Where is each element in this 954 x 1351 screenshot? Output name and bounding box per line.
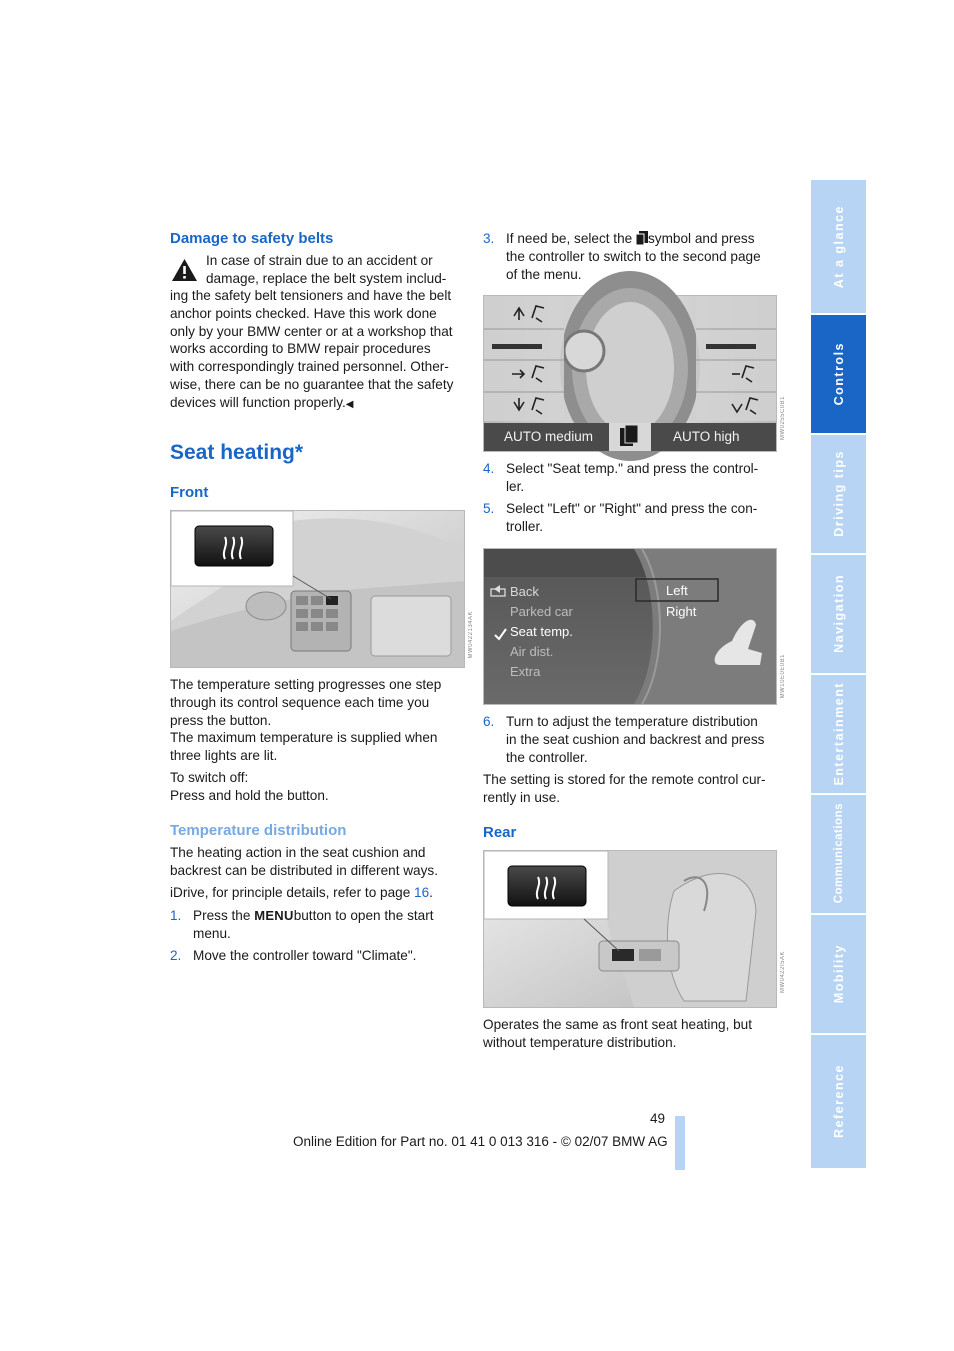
tab-communications[interactable] [811, 794, 866, 913]
tab-label: Communications [832, 803, 845, 904]
warning-icon [170, 257, 199, 283]
damage-body [170, 287, 470, 414]
idrive-end: . [429, 885, 433, 900]
damage-line: ing the safety belt tensioners and have the belt [170, 288, 452, 303]
step5-line: Select "Left" or "Right" and press the con- [506, 501, 758, 516]
step-number: 4. [483, 461, 495, 476]
distribution-screen-figure [483, 295, 786, 452]
step3-line: the controller to switch to the second page [506, 248, 761, 264]
damage-line: anchor points checked. Have this work done [170, 305, 437, 321]
damage-line: with correspondingly trained personnel. Other- [170, 359, 449, 375]
damage-line-last [170, 394, 470, 414]
step-6 [483, 713, 783, 767]
step4-line: Select "Seat temp." and press the control- [506, 461, 759, 476]
menu-item-back: Back [510, 584, 539, 599]
tab-entertainment[interactable] [811, 674, 866, 793]
auto-high-label: AUTO high [673, 429, 740, 444]
step-text: Move the controller toward "Climate". [193, 948, 417, 963]
rear-line: without temperature distribution. [483, 1034, 677, 1050]
stored-line: The setting is stored for the remote control cur- [483, 772, 766, 787]
tab-label: Reference [831, 1064, 846, 1138]
switch-off-line: To switch off: [170, 770, 249, 785]
step3-text-a: If need be, select the [506, 231, 636, 246]
figure-code: MW0422134AK [468, 611, 474, 659]
rear-door-illustration [484, 851, 776, 1007]
tab-label: Controls [831, 341, 846, 406]
page-number: 49 [650, 1111, 666, 1126]
stored-line: rently in use. [483, 789, 561, 805]
front-seat-heating-figure [170, 510, 474, 668]
idrive-reference [170, 884, 433, 902]
tab-divider [811, 673, 866, 675]
tab-label: At a glance [831, 204, 846, 289]
menu-item-seat-temp: Seat temp. [510, 624, 573, 639]
front-heading: Front [170, 484, 209, 501]
rear-line: Operates the same as front seat heating, but [483, 1017, 753, 1032]
tab-divider [811, 553, 866, 555]
step-number: 5. [483, 501, 495, 516]
switch-off-paragraph [170, 769, 470, 805]
tab-divider [811, 1033, 866, 1035]
menu-option-right: Right [666, 604, 697, 619]
page-symbol-icon [636, 231, 648, 245]
idrive-text: iDrive, for principle details, refer to page [170, 885, 415, 900]
step-text [506, 713, 764, 766]
menu-option-left: Left [666, 583, 688, 598]
step1-text-c: menu. [193, 925, 231, 941]
temp-line: The temperature setting progresses one step [170, 677, 442, 692]
temp-line: three lights are lit. [170, 748, 278, 764]
page-link[interactable]: 16 [414, 885, 430, 900]
temp-dist-paragraph [170, 844, 470, 880]
tab-label: Mobility [831, 943, 846, 1004]
figure-code: MW10E0E0B1 [780, 654, 786, 699]
temperature-paragraph [170, 676, 470, 765]
tab-divider [811, 913, 866, 915]
temp-dist-heading: Temperature distribution [170, 822, 347, 839]
step3-text-b: symbol and press [647, 231, 755, 246]
auto-medium-label: AUTO medium [504, 429, 594, 444]
tab-divider [811, 433, 866, 435]
section-title: Seat heating* [170, 441, 304, 464]
step1-text-b: button to open the start [293, 908, 434, 923]
rear-paragraph [483, 1016, 783, 1052]
step6-line: in the seat cushion and backrest and press [506, 731, 765, 747]
switch-off-line: Press and hold the button. [170, 787, 329, 803]
step-2 [170, 947, 470, 965]
damage-line: wise, there can be no guarantee that the safety [170, 376, 454, 392]
temp-line: press the button. [170, 712, 272, 728]
rear-seat-heating-figure [483, 850, 786, 1008]
temp-dist-line: backrest can be distributed in different ways. [170, 862, 438, 878]
step1-text-a: Press the [193, 908, 255, 923]
damage-line: works according to BMW repair procedures [170, 341, 431, 357]
distribution-screen [484, 296, 776, 451]
step-number: 1. [170, 908, 182, 923]
tab-label: Driving tips [831, 450, 846, 537]
tab-driving-tips[interactable] [811, 434, 866, 553]
footer-bar [675, 1116, 685, 1170]
tab-at-a-glance[interactable] [811, 180, 866, 313]
rear-heading: Rear [483, 824, 517, 841]
tab-reference[interactable] [811, 1034, 866, 1168]
end-mark-icon: ◀ [345, 398, 354, 410]
seat-temp-menu-figure [483, 548, 786, 705]
menu-item-extra: Extra [510, 664, 541, 679]
menu-button-label: MENU [254, 908, 294, 923]
edition-text: Online Edition for Part no. 01 41 0 013 316 - © 02/07 BMW AG [293, 1134, 668, 1149]
tab-label: Navigation [831, 574, 846, 653]
step-1 [170, 907, 470, 943]
step-4 [483, 460, 783, 496]
menu-item-parked-car: Parked car [510, 604, 573, 619]
damage-line-1: In case of strain due to an accident or [206, 253, 433, 268]
step-text [193, 907, 434, 943]
tab-controls[interactable] [811, 314, 866, 433]
tab-divider [811, 793, 866, 795]
damage-line: only by your BMW center or at a workshop that [170, 323, 453, 339]
figure-code: MW0255C0B1 [780, 396, 786, 441]
temp-line: through its control sequence each time you [170, 694, 430, 710]
step-number: 3. [483, 231, 495, 246]
step-text [506, 500, 757, 536]
step-number: 2. [170, 948, 182, 963]
step6-line: Turn to adjust the temperature distribution [506, 714, 758, 729]
step5-line: troller. [506, 518, 544, 534]
tab-mobility[interactable] [811, 914, 866, 1033]
step4-line: ler. [506, 478, 525, 494]
damage-line-2: damage, replace the belt system includ- [206, 271, 447, 286]
temp-dist-line: The heating action in the seat cushion and [170, 845, 426, 860]
tab-navigation[interactable] [811, 554, 866, 673]
tab-label: Entertainment [831, 681, 846, 786]
figure-code: MW0422I5AK [780, 951, 786, 994]
stored-paragraph [483, 771, 783, 807]
side-tab-bar [811, 180, 866, 1168]
step-text [506, 460, 758, 496]
front-door-illustration [171, 511, 464, 667]
step3-line: of the menu. [506, 266, 582, 282]
step-number: 6. [483, 714, 495, 729]
temp-line: The maximum temperature is supplied when [170, 730, 438, 746]
damage-heading: Damage to safety belts [170, 230, 334, 247]
tab-divider [811, 313, 866, 315]
menu-item-air-dist: Air dist. [510, 644, 554, 659]
step6-line: the controller. [506, 749, 588, 765]
step-5 [483, 500, 783, 536]
damage-line-text: devices will function properly. [170, 394, 346, 410]
